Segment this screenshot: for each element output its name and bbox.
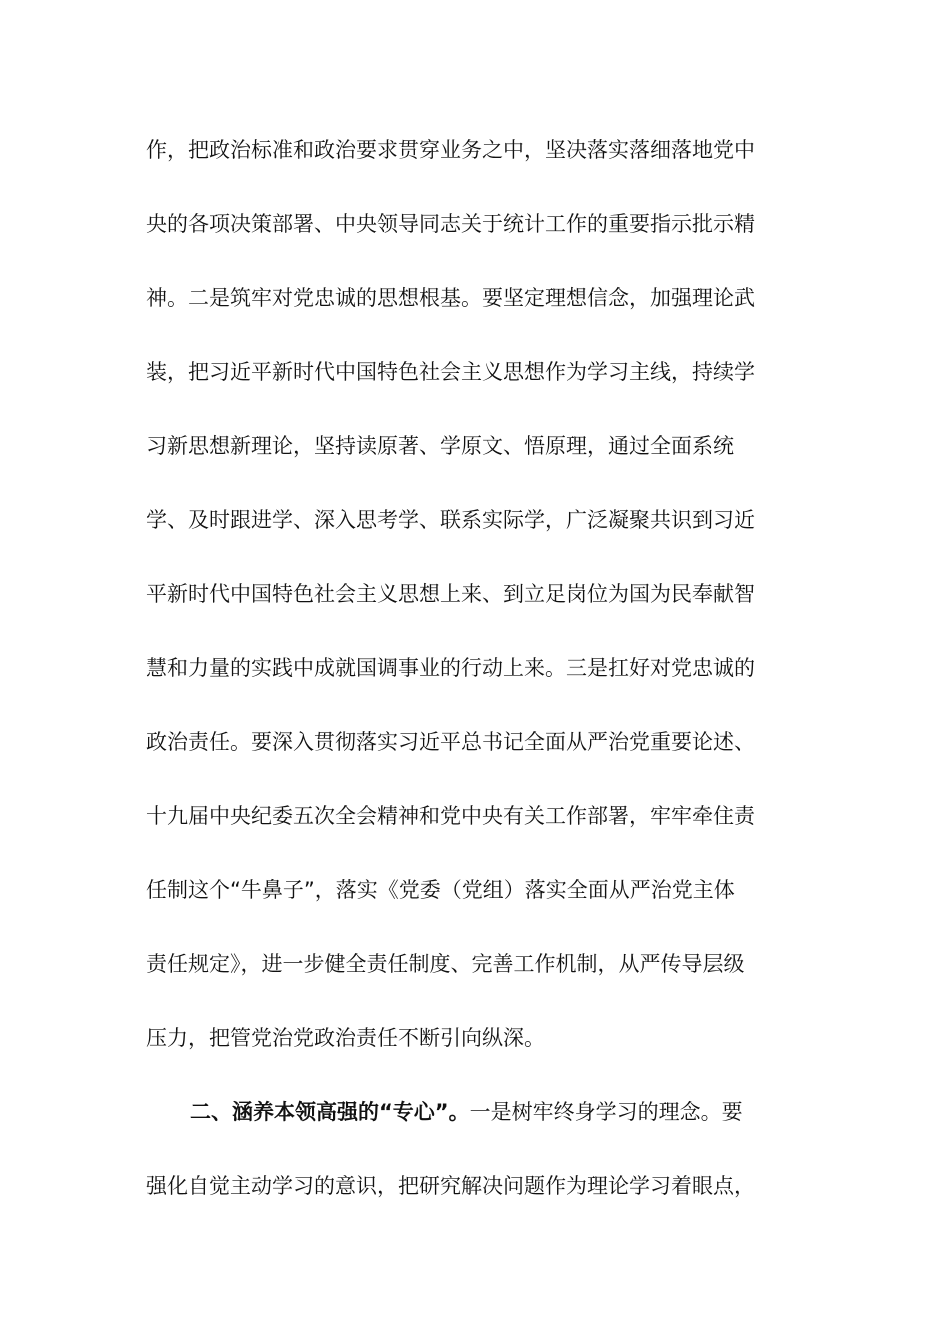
text-line: 习新思想新理论，坚持读原著、学原文、悟原理，通过全面系统 bbox=[146, 434, 734, 458]
text-line: 强化自觉主动学习的意识，把研究解决问题作为理论学习着眼点， bbox=[146, 1174, 755, 1198]
section-heading-rest: 一是树牢终身学习的理念。要 bbox=[469, 1100, 743, 1124]
text-line: 责任规定》，进一步健全责任制度、完善工作机制，从严传导层级 bbox=[146, 952, 745, 976]
section-heading-line bbox=[146, 1086, 806, 1160]
text-line: 十九届中央纪委五次全会精神和党中央有关工作部署，牢牢牵住责 bbox=[146, 804, 755, 828]
text-line: 作，把政治标准和政治要求贯穿业务之中，坚决落实落细落地党中 bbox=[146, 138, 755, 162]
text-line: 慧和力量的实践中成就国调事业的行动上来。三是扛好对党忠诚的 bbox=[146, 656, 755, 680]
body-text bbox=[146, 124, 806, 1234]
text-line: 任制这个“牛鼻子”，落实《党委（党组）落实全面从严治党主体 bbox=[146, 878, 735, 902]
text-line: 学、及时跟进学、深入思考学、联系实际学，广泛凝聚共识到习近 bbox=[146, 508, 755, 532]
text-line: 压力，把管党治党政治责任不断引向纵深。 bbox=[146, 1026, 545, 1050]
section-heading: 二、涵养本领高强的“专心”。 bbox=[190, 1100, 470, 1124]
text-line: 装，把习近平新时代中国特色社会主义思想作为学习主线，持续学 bbox=[146, 360, 755, 384]
text-line: 平新时代中国特色社会主义思想上来、到立足岗位为国为民奉献智 bbox=[146, 582, 755, 606]
text-line: 政治责任。要深入贯彻落实习近平总书记全面从严治党重要论述、 bbox=[146, 730, 755, 754]
text-line: 央的各项决策部署、中央领导同志关于统计工作的重要指示批示精 bbox=[146, 212, 755, 236]
text-line: 神。二是筑牢对党忠诚的思想根基。要坚定理想信念，加强理论武 bbox=[146, 286, 755, 310]
